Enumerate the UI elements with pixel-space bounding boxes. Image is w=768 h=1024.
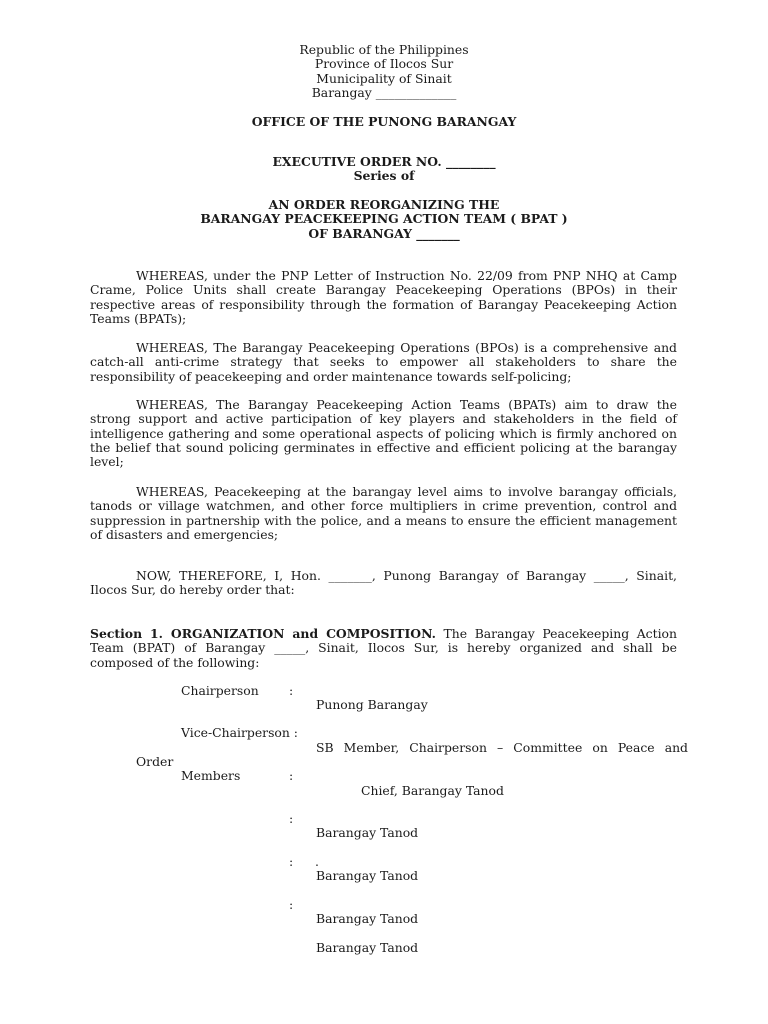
section-1 xyxy=(90,627,677,670)
chairperson-colon: : xyxy=(289,683,294,698)
whereas-clause-1 xyxy=(90,269,677,326)
member-2-colon: : xyxy=(289,811,294,826)
chairperson-label: Chairperson xyxy=(181,683,259,698)
member-4-value: Barangay Tanod xyxy=(316,911,419,926)
member-3-value: Barangay Tanod xyxy=(316,868,419,883)
series-label: Series of xyxy=(353,168,415,183)
header-province: Province of Ilocos Sur xyxy=(314,56,454,71)
member-3-colon: : xyxy=(289,854,294,869)
now-therefore-clause xyxy=(90,569,677,598)
header-municipality: Municipality of Sinait xyxy=(316,71,452,86)
section-1-heading: Section 1. ORGANIZATION and COMPOSITION. xyxy=(90,626,436,641)
whereas-clause-2-text: WHEREAS, The Barangay Peacekeeping Operations (BPOs) is a comprehensive and catch-all anti-crime strategy that seeks to empower all stakeholders to share the responsibility of peacekeeping and order maintenance towards self-policing; xyxy=(90,340,677,384)
header-barangay: Barangay _____________ xyxy=(311,85,457,100)
member-1-value: Chief, Barangay Tanod xyxy=(361,783,504,798)
member-2-value: Barangay Tanod xyxy=(316,825,419,840)
executive-order-number: EXECUTIVE ORDER NO. ________ xyxy=(272,154,496,169)
order-title-line3: OF BARANGAY _______ xyxy=(308,226,460,241)
members-label: Members xyxy=(181,768,241,783)
office-title: OFFICE OF THE PUNONG BARANGAY xyxy=(251,114,517,129)
whereas-clause-3-text: WHEREAS, The Barangay Peacekeeping Action Teams (BPATs) aim to draw the strong support and active participation of key players and stakeholders in the field of intelligence gathering and some operational aspects of policing which is firmly anchored on the belief that sound policing germinates in effective and efficient policing at the barangay level; xyxy=(90,397,677,470)
whereas-clause-3 xyxy=(90,398,677,469)
order-title-line1: AN ORDER REORGANIZING THE xyxy=(268,197,500,212)
members-colon: : xyxy=(289,768,294,783)
header-republic: Republic of the Philippines xyxy=(299,42,469,57)
vice-chairperson-value-cont: Order xyxy=(136,754,174,769)
section-1-body: The Barangay Peacekeeping Action Team (BPAT) of Barangay _____, Sinait, Ilocos Sur, is hereby organized and shall be composed of the following: xyxy=(90,626,677,670)
chairperson-value: Punong Barangay xyxy=(316,697,428,712)
whereas-clause-2 xyxy=(90,341,677,384)
member-4-colon: : xyxy=(289,897,294,912)
vice-chairperson-value: SB Member, Chairperson – Committee on Peace and xyxy=(316,740,688,755)
whereas-clause-1-text: WHEREAS, under the PNP Letter of Instruction No. 22/09 from PNP NHQ at Camp Crame, Police Units shall create Barangay Peacekeeping Operations (BPOs) in their respective areas of responsibility through the formation of Barangay Peacekeeping Action Teams (BPATs); xyxy=(90,268,677,326)
vice-chairperson-label: Vice-Chairperson : xyxy=(181,725,298,740)
stray-mark: . xyxy=(315,854,319,869)
now-therefore-text: NOW, THEREFORE, I, Hon. _______, Punong Barangay of Barangay _____, Sinait, Ilocos Sur, do hereby order that: xyxy=(90,568,677,598)
whereas-clause-4 xyxy=(90,485,677,542)
order-title-line2: BARANGAY PEACEKEEPING ACTION TEAM ( BPAT ) xyxy=(200,211,568,226)
member-5-value: Barangay Tanod xyxy=(316,940,419,955)
whereas-clause-4-text: WHEREAS, Peacekeeping at the barangay level aims to involve barangay officials, tanods or village watchmen, and other force multipliers in crime prevention, control and suppression in partnership with the police, and a means to ensure the efficient management of disasters and emergencies; xyxy=(90,484,677,542)
